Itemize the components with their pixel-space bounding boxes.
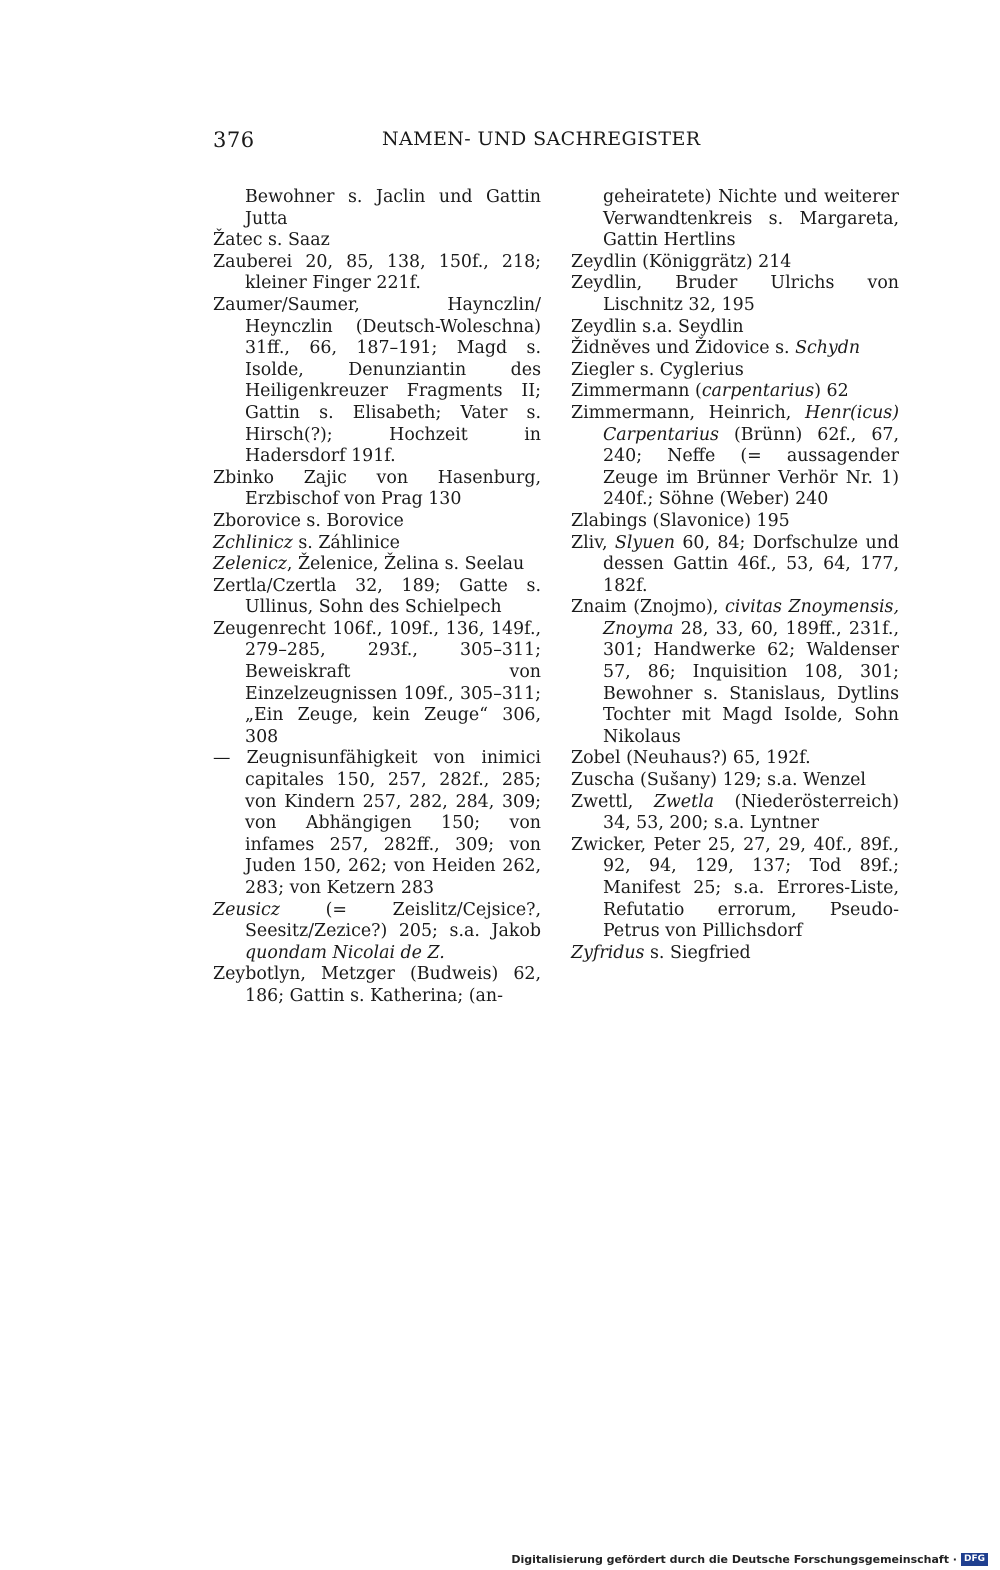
index-entry: Zyfridus s. Siegfried [571,942,751,963]
index-column-right [571,187,899,964]
index-entry: Zaumer/Saumer, Haynczlin/ Heynczlin (Deutsch-Woleschna) 31ff., 66, 187–191; Magd s. Isolde, Denunziantin des Heiligenkreuzer Fragments II; Gattin s. Elisabeth; Vater s. Hirsch(?); Hochzeit in Hadersdorf 191f. [213,294,541,467]
index-entry: Zobel (Neuhaus?) 65, 192f. [571,748,811,769]
index-entry: Zeydlin, Bruder Ulrichs von Lischnitz 32, 195 [571,273,899,315]
index-entry: Zauberei 20, 85, 138, 150f., 218; kleiner Finger 221f. [213,251,541,294]
index-entry: Zlabings (Slavonice) 195 [571,510,790,531]
index-entry: — Zeugnisunfähigkeit von inimici capitales 150, 257, 282f., 285; von Kindern 257, 282, 284, 309; von Abhängigen 150; von infames 257, 282ff., 309; von Juden 150, 262; von Heiden 262, 283; von Ketzern 283 [213,748,541,898]
index-entry: Židněves und Židovice s. Schydn [571,338,861,359]
index-entry: Zeydlin (Königgrätz) 214 [571,251,792,272]
index-entry: Zertla/Czertla 32, 189; Gatte s. Ullinus, Sohn des Schielpech [213,575,541,618]
index-entry: Znaim (Znojmo), civitas Znoymensis, Znoyma 28, 33, 60, 189ff., 231f., 301; Handwerke 62; Waldenser 57, 86; Inquisition 108, 301; Bewohner s. Stanislaus, Dytlins Tochter mit Magd Isolde, Sohn Nikolaus [571,597,900,747]
index-entry: Zborovice s. Borovice [213,510,404,531]
index-entry: Zwicker, Peter 25, 27, 29, 40f., 89f., 92, 94, 129, 137; Tod 89f.; Manifest 25; s.a. Errores-Liste, Refutatio errorum, Pseudo-Petrus von Pillichsdorf [571,834,899,942]
credit-text: Digitalisierung gefördert durch die Deutsche Forschungsgemeinschaft · [511,1553,957,1566]
index-entry: Zbinko Zajic von Hasenburg, Erzbischof von Prag 130 [213,467,541,510]
index-entry: Zeydlin s.a. Seydlin [571,316,744,337]
index-entry: Zimmermann, Heinrich, Henr(icus) Carpentarius (Brünn) 62f., 67, 240; Neffe (= aussagender Zeuge im Brünner Verhör Nr. 1) 240f.; Söhne (Weber) 240 [571,402,899,510]
running-title: NAMEN- UND SACHREGISTER [382,128,701,150]
index-entry: geheiratete) Nichte und weiterer Verwandtenkreis s. Margareta, Gattin Hertlins [603,187,899,251]
index-entry: Zchlinicz s. Záhlinice [213,532,400,553]
index-entry: Zelenicz, Želenice, Želina s. Seelau [213,554,525,575]
index-entry: Zliv, Slyuen 60, 84; Dorfschulze und dessen Gattin 46f., 53, 64, 177, 182f. [571,532,899,596]
digitization-credit [511,1553,988,1566]
dfg-logo-icon: DFG [961,1553,988,1566]
index-entry: Zeybotlyn, Metzger (Budweis) 62, 186; Gattin s. Katherina; (an- [213,964,541,1006]
index-column-left [213,187,541,1008]
index-entry: Žatec s. Saaz [213,230,330,251]
index-entry: Zuscha (Sušany) 129; s.a. Wenzel [571,770,866,791]
index-entry: Bewohner s. Jaclin und Gattin Jutta [245,187,541,229]
page-number: 376 [213,128,255,152]
index-entry: Zeusicz (= Zeislitz/Cejsice?, Seesitz/Zezice?) 205; s.a. Jakob quondam Nicolai de Z. [213,899,541,963]
index-entry: Zwettl, Zwetla (Niederösterreich) 34, 53, 200; s.a. Lyntner [571,791,899,834]
index-entry: Ziegler s. Cyglerius [571,359,744,380]
index-entry: Zeugenrecht 106f., 109f., 136, 149f., 279–285, 293f., 305–311; Beweiskraft von Einzelzeugnissen 109f., 305–311; „Ein Zeuge, kein Zeuge“ 306, 308 [213,618,541,747]
index-entry: Zimmermann (carpentarius) 62 [571,381,849,402]
